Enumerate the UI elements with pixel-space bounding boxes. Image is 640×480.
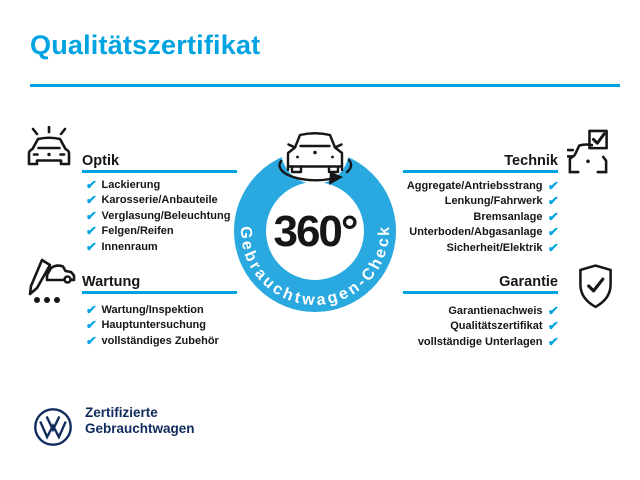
check-icon: ✔ <box>85 302 98 317</box>
check-icon: ✔ <box>85 208 98 223</box>
checklist-item <box>86 302 219 318</box>
checklist-item <box>407 225 558 241</box>
checklist-item-label: Unterboden/Abgasanlage <box>409 226 543 239</box>
footer-brand-line2: Gebrauchtwagen <box>85 420 195 436</box>
checklist-item <box>86 239 230 255</box>
checklist-item-label: Wartung/Inspektion <box>101 303 204 316</box>
check-icon: ✔ <box>85 318 98 333</box>
checklist-item-label: Verglasung/Beleuchtung <box>101 209 231 222</box>
badge-ring-label: Gebrauchtwagen-Check <box>236 223 394 310</box>
service-checklist-car-icon <box>27 256 77 308</box>
check-icon: ✔ <box>85 193 98 208</box>
checklist-item <box>86 318 219 334</box>
section-title-optik: Optik <box>82 153 120 169</box>
checklist-item-label: Qualitätszertifikat <box>450 320 543 333</box>
check-icon: ✔ <box>546 209 559 224</box>
checklist-item <box>418 303 558 319</box>
check-icon: ✔ <box>546 178 559 193</box>
checklist-item <box>407 178 558 194</box>
footer-brand <box>85 405 195 436</box>
section-title-technik: Technik <box>504 153 558 169</box>
checklist-item <box>86 193 230 209</box>
header-divider <box>30 84 620 87</box>
check-icon: ✔ <box>85 177 98 192</box>
shield-check-icon <box>577 263 614 310</box>
check-icon: ✔ <box>546 240 559 255</box>
checklist-optik <box>86 177 230 255</box>
checklist-item-label: Aggregate/Antriebsstrang <box>406 179 543 192</box>
checklist-item-label: Felgen/Reifen <box>101 225 174 238</box>
vw-logo <box>33 407 73 447</box>
checklist-item-label: vollständiges Zubehör <box>101 334 219 347</box>
checklist-technik <box>407 178 558 256</box>
checklist-item-label: Lackierung <box>101 178 161 191</box>
section-divider-garantie <box>403 291 558 294</box>
checklist-wartung <box>86 302 219 349</box>
badge-360-check <box>223 118 407 320</box>
checklist-item <box>86 177 230 193</box>
checklist-item <box>86 224 230 240</box>
checklist-item <box>418 319 558 335</box>
section-title-garantie: Garantie <box>499 274 558 290</box>
check-icon: ✔ <box>546 319 559 334</box>
checklist-item <box>418 334 558 350</box>
check-icon: ✔ <box>85 224 98 239</box>
section-divider-technik <box>403 170 558 173</box>
checklist-garantie <box>418 303 558 350</box>
checklist-item-label: Karosserie/Anbauteile <box>101 194 218 207</box>
checklist-item <box>407 240 558 256</box>
page-title: Qualitätszertifikat <box>30 30 261 60</box>
checklist-item-label: Bremsanlage <box>473 210 543 223</box>
checklist-item <box>86 208 230 224</box>
section-divider-optik <box>82 170 237 173</box>
check-icon: ✔ <box>85 333 98 348</box>
badge-value: 360° <box>273 207 357 256</box>
checklist-item-label: Innenraum <box>101 240 158 253</box>
check-icon: ✔ <box>546 225 559 240</box>
polished-car-icon <box>24 126 74 174</box>
footer-brand-line1: Zertifizierte <box>85 405 158 420</box>
checklist-item-label: Lenkung/Fahrwerk <box>444 195 543 208</box>
checklist-item <box>86 333 219 349</box>
checklist-item-label: Sicherheit/Elektrik <box>446 241 543 254</box>
check-icon: ✔ <box>85 239 98 254</box>
checklist-item-label: Hauptuntersuchung <box>101 319 206 332</box>
section-title-wartung: Wartung <box>82 274 141 290</box>
check-icon: ✔ <box>546 334 559 349</box>
checklist-item-label: vollständige Unterlagen <box>417 335 543 348</box>
checklist-item <box>407 194 558 210</box>
checklist-item-label: Garantienachweis <box>448 304 543 317</box>
check-icon: ✔ <box>546 194 559 209</box>
checklist-item <box>407 209 558 225</box>
section-divider-wartung <box>82 291 237 294</box>
car-checkbox-icon <box>567 129 609 176</box>
check-icon: ✔ <box>546 303 559 318</box>
